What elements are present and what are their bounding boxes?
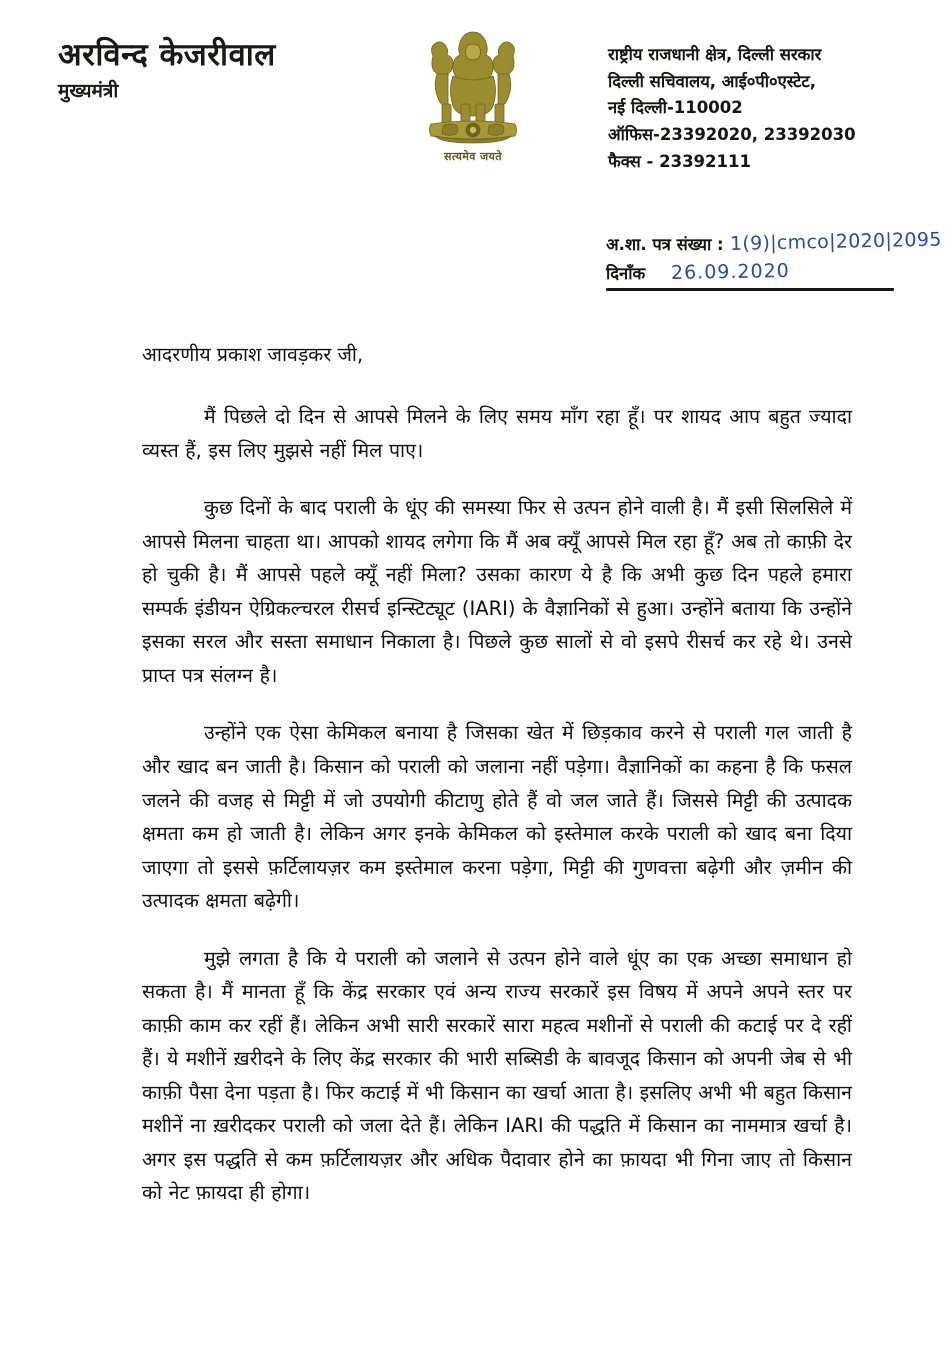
address-line: राष्ट्रीय राजधानी क्षेत्र, दिल्ली सरकार — [608, 45, 822, 64]
emblem-motto-text: सत्यमेव जयते — [444, 150, 502, 163]
address-line: नई दिल्ली-110002 — [608, 98, 743, 118]
sender-identity-block — [58, 38, 388, 103]
letter-date-value: 26.09.2020 — [670, 259, 791, 284]
salutation: आदरणीय प्रकाश जावड़कर जी, — [142, 343, 364, 366]
reference-number-row — [606, 228, 946, 255]
reference-number-label: अ.शा. पत्र संख्या : — [606, 235, 724, 254]
address-line: फैक्स - 23392111 — [608, 151, 751, 171]
letter-body — [142, 340, 852, 1210]
letterhead — [0, 0, 946, 210]
sender-designation: मुख्यमंत्री — [58, 80, 119, 103]
reference-date-block — [606, 228, 946, 291]
india-state-emblem-icon — [417, 26, 529, 148]
letter-paragraph: उन्होंने एक ऐसा केमिकल बनाया है जिसका खेत में छिड़काव करने से पराली गल जाती है और खाद बन जाती है। किसान को पराली को जलाना नहीं पड़ेगा। वैज्ञानिकों का कहना है कि फसल जलने की वजह से मिट्टी में जो उपयोगी कीटाणु होते हैं वो जल जाते हैं। जिससे मिट्टी की उत्पादक क्षमता कम हो जाती है। लेकिन अगर इनके केमिकल को इस्तेमाल करके पराली को खाद बना दिया जाएगा तो इससे फ़र्टिलायज़र कम इस्तेमाल करना पड़ेगा, मिट्टी की गुणवत्ता बढ़ेगी और ज़मीन की उत्पादक क्षमता बढ़ेगी। — [142, 721, 852, 913]
address-line: दिल्ली सचिवालय, आई०पी०एस्टेट, — [608, 71, 817, 91]
office-address-block — [608, 42, 856, 176]
letter-date-row — [606, 261, 946, 284]
reference-number-value: 1(9)|cmco|2020|2095 — [729, 228, 942, 255]
address-line: ऑफिस-23392020, 23392030 — [608, 125, 856, 145]
letter-paragraph: कुछ दिनों के बाद पराली के धूंए की समस्या फिर से उत्पन होने वाली है। मैं इसी सिलसिले में आपसे मिलना चाहता था। आपको शायद लगेगा कि मैं अब क्यूँ आपसे मिल रहा हूँ? अब तो काफ़ी देर हो चुकी है। मैं आपसे पहले क्यूँ नहीं मिला? उसका कारण ये है कि अभी कुछ दिन पहले हमारा सम्पर्क इंडीयन ऐग्रिकल्चरल रीसर्च इन्स्टिट्यूट (IARI) के वैज्ञानिकों से हुआ। उन्होंने बताया कि उन्होंने इसका सरल और सस्ता समाधान निकाला है। पिछले कुछ सालों से वो इसपे रीसर्च कर रहे थे। उनसे प्राप्त पत्र संलग्न है। — [142, 496, 852, 687]
reference-underline-rule — [606, 288, 894, 291]
sender-name: अरविन्द केजरीवाल — [58, 37, 276, 73]
letter-paragraph: मैं पिछले दो दिन से आपसे मिलने के लिए समय माँग रहा हूँ। पर शायद आप बहुत ज्यादा व्यस्त हैं, इस लिए मुझसे नहीं मिल पाए। — [142, 405, 852, 462]
letter-date-label: दिनाँक — [606, 264, 646, 283]
national-emblem-block — [413, 26, 533, 164]
letter-paragraph: मुझे लगता है कि ये पराली को जलाने से उत्पन होने वाले धूंए का एक अच्छा समाधान हो सकता है। मैं मानता हूँ कि केंद्र सरकार एवं अन्य राज्य सरकारें इस विषय में अपने अपने स्तर पर काफ़ी काम कर रहीं हैं। लेकिन अभी सारी सरकारें सारा महत्व मशीनों से पराली की कटाई पर दे रहीं हैं। ये मशीनें ख़रीदने के लिए केंद्र सरकार की भारी सब्सिडी के बावजूद किसान को अपनी जेब से भी काफ़ी पैसा देना पड़ता है। फिर कटाई में भी किसान का खर्चा आता है। इसलिए अभी भी बहुत किसान मशीनें ना ख़रीदकर पराली को जला देते हैं। लेकिन IARI की पद्धति में किसान का नाममात्र खर्चा है। अगर इस पद्धति से कम फ़र्टिलायज़र और अधिक पैदावार होने का फ़ायदा भी गिना जाए तो किसान को नेट फ़ायदा ही होगा। — [142, 946, 852, 1205]
